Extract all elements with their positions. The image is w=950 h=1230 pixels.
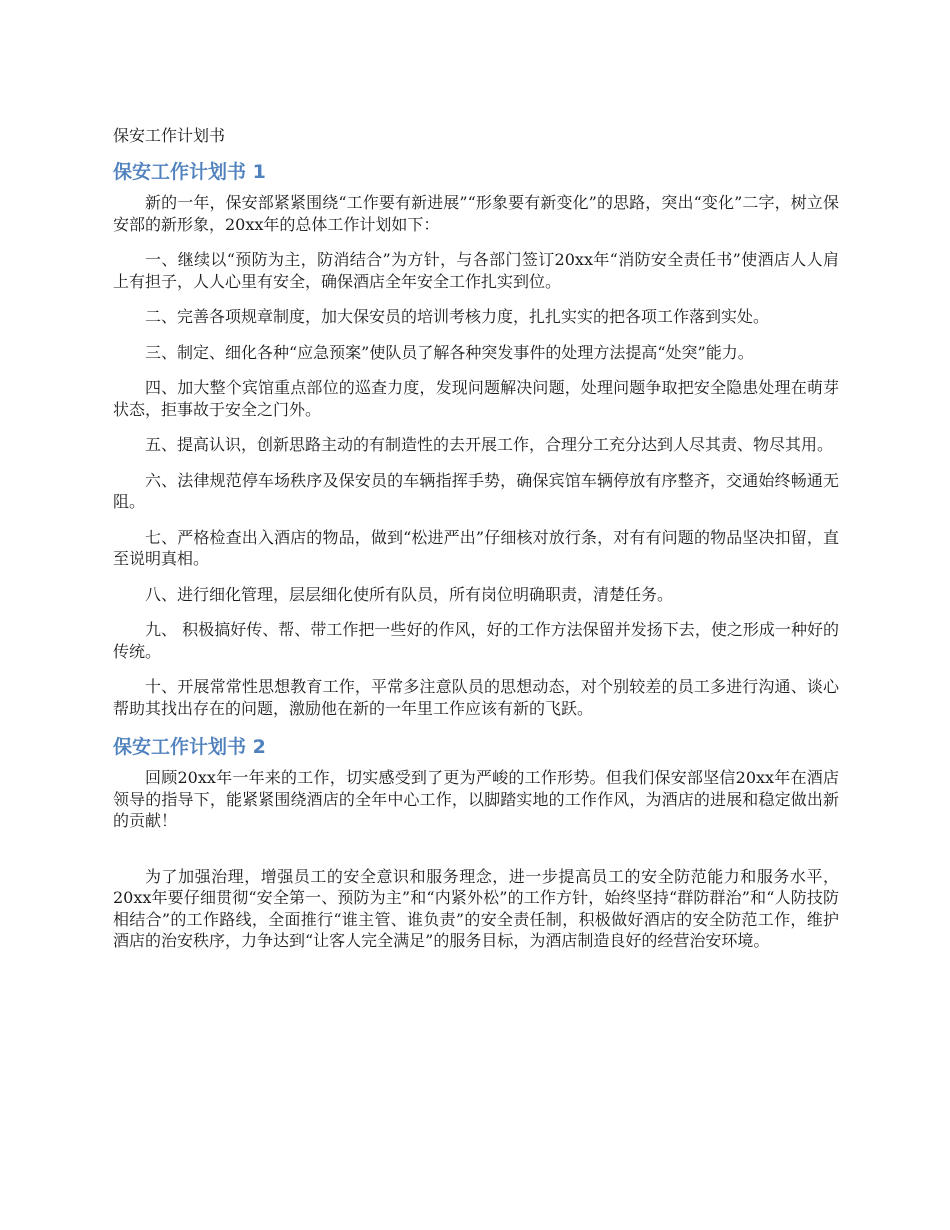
section-2 (113, 733, 839, 952)
section-1 (113, 158, 839, 719)
section-heading: 保安工作计划书 2 (113, 736, 266, 758)
document-page (113, 124, 839, 966)
paragraph: 七、严格检查出入酒店的物品，做到“松进严出”仔细核对放行条，对有有问题的物品坚决扣留，直至说明真相。 (113, 527, 839, 568)
paragraph: 九、 积极搞好传、帮、带工作把一些好的作风，好的工作方法保留并发扬下去，使之形成一种好的传统。 (113, 620, 839, 661)
paragraph: 六、法律规范停车场秩序及保安员的车辆指挥手势，确保宾馆车辆停放有序整齐，交通始终畅通无阻。 (113, 470, 839, 511)
paragraph: 回顾20xx年一年来的工作，切实感受到了更为严峻的工作形势。但我们保安部坚信20xx年在酒店领导的指导下，能紧紧围绕酒店的全年中心工作，以脚踏实地的工作作风，为酒店的进展和稳定做出新的贡献！ (113, 768, 839, 830)
paragraph: 十、开展常常性思想教育工作，平常多注意队员的思想动态，对个别较差的员工多进行沟通、谈心帮助其找出存在的问题，激励他在新的一年里工作应该有新的飞跃。 (113, 677, 839, 718)
section-heading: 保安工作计划书 1 (113, 161, 266, 183)
paragraph: 四、加大整个宾馆重点部位的巡查力度，发现问题解决问题，处理问题争取把安全隐患处理在萌芽状态，拒事故于安全之门外。 (113, 378, 839, 419)
paragraph: 新的一年，保安部紧紧围绕“工作要有新进展”“形象要有新变化”的思路，突出“变化”二字，树立保安部的新形象，20xx年的总体工作计划如下： (113, 193, 839, 234)
paragraph-spacer (113, 846, 839, 866)
document-title: 保安工作计划书 (113, 126, 226, 145)
paragraph: 八、进行细化管理，层层细化使所有队员，所有岗位明确职责，清楚任务。 (145, 584, 674, 604)
paragraph: 三、制定、细化各种“应急预案”使队员了解各种突发事件的处理方法提高“处突”能力。 (145, 342, 754, 362)
paragraph: 二、完善各项规章制度，加大保安员的培训考核力度，扎扎实实的把各项工作落到实处。 (145, 307, 770, 326)
paragraph: 为了加强治理，增强员工的安全意识和服务理念，进一步提高员工的安全防范能力和服务水平，20xx年要仔细贯彻“安全第一、预防为主”和“内紧外松”的工作方针，始终坚持“群防群治”和“人防技防相结合”的工作路线，全面推行“谁主管、谁负责”的安全责任制，积极做好酒店的安全防范工作，维护酒店的治安秩序，力争达到“让客人完全满足”的服务目标，为酒店制造良好的经营治安环境。 (113, 866, 839, 950)
paragraph: 一、继续以“预防为主，防消结合”为方针，与各部门签订20xx年“消防安全责任书”使酒店人人肩上有担子，人人心里有安全，确保酒店全年安全工作扎实到位。 (113, 250, 839, 291)
paragraph: 五、提高认识，创新思路主动的有制造性的去开展工作，合理分工充分达到人尽其责、物尽其用。 (145, 435, 834, 454)
